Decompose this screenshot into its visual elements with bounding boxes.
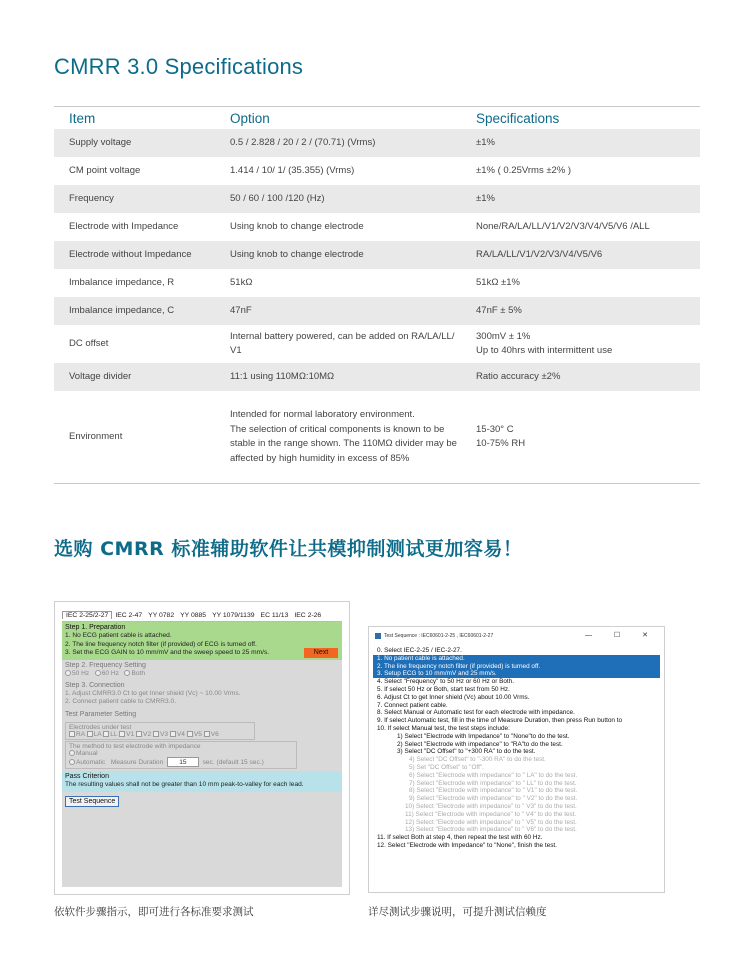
- checkbox-v4[interactable]: [170, 731, 176, 737]
- sequence-subline: 1) Select "Electrode with Impedance" to "None"to do the test.: [397, 732, 570, 740]
- sequence-line: 7. Connect patient cable.: [377, 701, 448, 709]
- option-line: Intended for normal laboratory environment.: [230, 409, 415, 420]
- table-row: [54, 363, 700, 391]
- pass-text: The resulting values shall not be greater than 10 mm peak-to-valley for each lead.: [65, 781, 304, 789]
- table-row: [54, 391, 700, 483]
- sequence-line: 0. Select IEC-2-25 / IEC-2-27.: [377, 647, 462, 654]
- sequence-subline-pending: 5) Set "DC Offset" to "Off".: [409, 763, 484, 771]
- sequence-subline-pending: 6) Select "Electrode with impedance" to " LA" to do the test.: [409, 771, 578, 779]
- table-row: [54, 157, 700, 185]
- sequence-subline-pending: 9) Select "Electrode with impedance" to " V2" to do the test.: [409, 795, 578, 803]
- sequence-subline-pending: 7) Select "Electrode with impedance" to " LL" to do the test.: [409, 779, 577, 787]
- checkbox-label: V6: [210, 730, 219, 738]
- checkbox-label: RA: [76, 730, 85, 738]
- cell-option: 1.414 / 10/ 1/ (35.355) (Vrms): [230, 164, 355, 176]
- spec-line: 300mV ± 1%: [476, 330, 531, 342]
- checkbox-v1[interactable]: [119, 731, 125, 737]
- table-row: [54, 325, 700, 363]
- step3-line: 1. Adjust CMRR3.0 Ct to get Inner shield (Vc) ~ 10.00 Vrms.: [65, 690, 241, 698]
- sequence-line: 8. Select Manual or Automatic test for each electrode with impedance.: [377, 709, 575, 717]
- pass-criterion: [62, 771, 342, 792]
- measure-duration-label: Measure Duration: [110, 758, 164, 766]
- software-screenshot: [54, 601, 350, 895]
- pass-title: Pass Criterion: [65, 772, 109, 780]
- measure-duration-stepper[interactable]: 15: [167, 757, 199, 767]
- cell-spec: ±1% ( 0.25Vrms ±2% ): [476, 164, 572, 176]
- radio-50hz[interactable]: [65, 670, 71, 676]
- test-sequence-window: [368, 626, 665, 893]
- checkbox-label: V3: [159, 730, 169, 738]
- tab-yy-1079[interactable]: YY 1079/1139: [212, 611, 255, 619]
- checkbox-v6[interactable]: [204, 731, 210, 737]
- tab-iec-2-47[interactable]: IEC 2-47: [115, 611, 143, 619]
- spec-line: 10-75% RH: [476, 438, 526, 449]
- step2-frequency: [62, 660, 342, 680]
- option-line: affected by high humidity in excess of 85%: [230, 452, 410, 464]
- sequence-line-highlighted[interactable]: 2. The line frequency notch filter (if provided) is turned off.: [373, 663, 660, 671]
- sequence-line: 12. Select "Electrode with Impedance" to "None", finish the test.: [377, 841, 557, 849]
- checkbox-ll[interactable]: [103, 731, 109, 737]
- test-parameter-setting: [62, 709, 342, 721]
- radio-both[interactable]: [124, 670, 130, 676]
- cell-option: 11:1 using 110MΩ:10MΩ: [230, 370, 335, 382]
- window-controls[interactable]: — ☐ ✕: [584, 632, 658, 639]
- cell-item: Electrode with Impedance: [69, 220, 179, 232]
- radio-label: 50 Hz: [72, 669, 90, 677]
- step3-line: 2. Connect patient cable to CMRR3.0.: [65, 698, 177, 706]
- specifications-table: [54, 106, 700, 484]
- tab-iec-2-26[interactable]: IEC 2-26: [294, 611, 322, 619]
- sequence-line: 9. If select Automatic test, fill in the time of Measure Duration, then press Run button to: [377, 717, 623, 725]
- sequence-line: 10. If select Manual test, the test steps include:: [377, 724, 510, 732]
- checkbox-label: V2: [143, 730, 152, 738]
- electrodes-group: [65, 722, 255, 740]
- sequence-line-highlighted[interactable]: 3. Setup ECG to 10 mm/mV and 25 mm/s.: [373, 670, 660, 678]
- table-header: [54, 107, 700, 129]
- tab-yy-0885[interactable]: YY 0885: [180, 611, 207, 619]
- electrodes-label: Electrodes under test: [69, 723, 132, 731]
- cell-option: 51kΩ: [230, 276, 253, 288]
- radio-automatic[interactable]: [69, 759, 75, 765]
- standard-tabs: [62, 609, 342, 622]
- caption-sequence: 详尽测试步骤说明，可提升测试信赖度: [368, 906, 547, 918]
- step1-line: 3. Set the ECG GAIN to 10 mm/mV and the sweep speed to 25 mm/s.: [65, 649, 270, 657]
- page-title: CMRR 3.0 Specifications: [54, 54, 304, 79]
- table-row: [54, 185, 700, 213]
- sequence-subline-pending: 4) Select "DC Offset" to "-300 RA" to do the test.: [409, 756, 546, 764]
- cell-option: 50 / 60 / 100 /120 (Hz): [230, 192, 325, 204]
- table-row: [54, 269, 700, 297]
- checkbox-v2[interactable]: [136, 731, 142, 737]
- header-specifications: Specifications: [476, 110, 560, 126]
- spec-line: Up to 40hrs with intermittent use: [476, 345, 613, 356]
- checkbox-label: V1: [126, 730, 135, 738]
- window-titlebar: [369, 627, 664, 645]
- cell-spec: 51kΩ ±1%: [476, 276, 521, 288]
- tab-iec-2-25[interactable]: IEC 2-25/2-27: [62, 611, 112, 619]
- next-button[interactable]: Next: [304, 648, 338, 658]
- sequence-subline-pending: 12) Select "Electrode with impedance" to " V5" to do the test.: [405, 818, 577, 826]
- checkbox-label: LL: [110, 730, 118, 738]
- cell-item: Supply voltage: [69, 136, 132, 148]
- sequence-subline-pending: 11) Select "Electrode with impedance" to " V4" to do the test.: [405, 810, 577, 818]
- method-label: The method to test electrode with impedance: [69, 742, 201, 750]
- cell-spec: 47nF ± 5%: [476, 304, 522, 316]
- test-sequence-button[interactable]: Test Sequence: [65, 796, 119, 807]
- cell-option: 47nF: [230, 304, 252, 316]
- sequence-line: 4. Select "Frequency" to 50 Hz or 60 Hz or Both.: [377, 678, 515, 686]
- app-logo-icon: [375, 633, 381, 639]
- table-row: [54, 213, 700, 241]
- cell-spec: [476, 423, 700, 452]
- caption-software: 依软件步骤指示，即可进行各标准要求测试: [54, 906, 254, 918]
- header-item: Item: [69, 110, 96, 126]
- step1-line: 2. The line frequency notch filter (if provided) of ECG is turned off.: [65, 640, 257, 648]
- table-row: [54, 297, 700, 325]
- cell-spec: ±1%: [476, 136, 495, 148]
- step1-line: 1. No ECG patient cable is attached.: [65, 632, 172, 640]
- sequence-subline-pending: 10) Select "Electrode with impedance" to " V3" to do the test.: [405, 802, 577, 810]
- cell-option: Using knob to change electrode: [230, 220, 364, 232]
- cell-option: Using knob to change electrode: [230, 248, 364, 260]
- radio-60hz[interactable]: [95, 670, 101, 676]
- cell-option: Internal battery powered, can be added on RA/LA/LL/ V1: [230, 330, 455, 356]
- sequence-subline: 2) Select "Electrode with impedance" to "RA"to do the test.: [397, 740, 563, 748]
- step3-connection: [62, 680, 342, 709]
- cell-item: DC offset: [69, 337, 109, 349]
- cell-spec: None/RA/LA/LL/V1/V2/V3/V4/V5/V6 /ALL: [476, 220, 650, 232]
- radio-label: Automatic: [76, 758, 106, 766]
- checkbox-v5[interactable]: [187, 731, 193, 737]
- software-panel: [62, 609, 342, 887]
- radio-label: 60 Hz: [101, 669, 119, 677]
- measure-duration-unit: sec. (default 15 sec.): [202, 758, 264, 766]
- step3-title: Step 3. Connection: [65, 682, 125, 690]
- chinese-heading: 选购 CMRR 标准辅助软件让共模抑制测试更加容易！: [54, 538, 523, 560]
- sequence-line: 6. Adjust Ct to get Inner shield (Vc) about 10.00 Vrms.: [377, 693, 530, 701]
- cell-item: Electrode without Impedance: [69, 248, 192, 260]
- step1-preparation: [62, 622, 342, 660]
- test-param-title: Test Parameter Setting: [65, 710, 137, 718]
- sequence-line: 11. If select Both at step 4, then repeat the test with 60 Hz.: [377, 834, 543, 842]
- sequence-line: 5. If select 50 Hz or Both, start test from 50 Hz.: [377, 685, 510, 693]
- sequence-subline-pending: 8) Select "Electrode with impedance" to " V1" to do the test.: [409, 787, 578, 795]
- spec-line: 15-30° C: [476, 423, 514, 435]
- cell-spec: ±1%: [476, 192, 495, 204]
- method-group: [65, 741, 297, 769]
- checkbox-label: LA: [93, 730, 102, 738]
- cell-spec: RA/LA/LL/V1/V2/V3/V4/V5/V6: [476, 248, 603, 260]
- cell-item: CM point voltage: [69, 164, 141, 176]
- cell-item: Imbalance impedance, C: [69, 304, 175, 316]
- checkbox-ra[interactable]: [69, 731, 75, 737]
- step2-title: Step 2. Frequency Setting: [65, 661, 146, 669]
- option-line: The selection of critical components is known to be: [230, 423, 445, 435]
- checkbox-la[interactable]: [87, 731, 93, 737]
- cell-spec: Ratio accuracy ±2%: [476, 370, 561, 382]
- radio-label: Both: [131, 669, 146, 677]
- step1-title: Step 1. Preparation: [65, 624, 126, 631]
- checkbox-v3[interactable]: [153, 731, 159, 737]
- cell-item: Environment: [69, 430, 123, 442]
- cell-item: Frequency: [69, 192, 114, 204]
- table-row: [54, 129, 700, 157]
- checkbox-label: V5: [193, 730, 202, 738]
- tab-ec-11[interactable]: EC 11/13: [260, 611, 289, 619]
- sequence-text: [369, 645, 664, 850]
- window-title: Test Sequence : IEC60601-2-25 , IEC60601-2-27: [384, 633, 494, 639]
- table-row: [54, 241, 700, 269]
- radio-manual[interactable]: [69, 750, 75, 756]
- cell-option: [230, 408, 476, 466]
- sequence-subline: 3) Select "DC Offset" to "+300 RA" to do the test.: [397, 748, 536, 756]
- header-option: Option: [230, 110, 270, 126]
- radio-label: Manual: [76, 749, 98, 757]
- sequence-subline-pending: 13) Select "Electrode with impedance" to " V6" to do the test.: [405, 826, 577, 834]
- cell-spec: [476, 330, 700, 359]
- cell-option: 0.5 / 2.828 / 20 / 2 / (70.71) (Vrms): [230, 136, 376, 148]
- tab-yy-0782[interactable]: YY 0782: [148, 611, 175, 619]
- cell-item: Voltage divider: [69, 370, 132, 382]
- cell-item: Imbalance impedance, R: [69, 276, 175, 288]
- checkbox-label: V4: [176, 730, 185, 738]
- sequence-line-highlighted[interactable]: 1. No patient cable is attached.: [373, 655, 660, 663]
- option-line: stable in the range shown. The 110MΩ divider may be: [230, 438, 457, 449]
